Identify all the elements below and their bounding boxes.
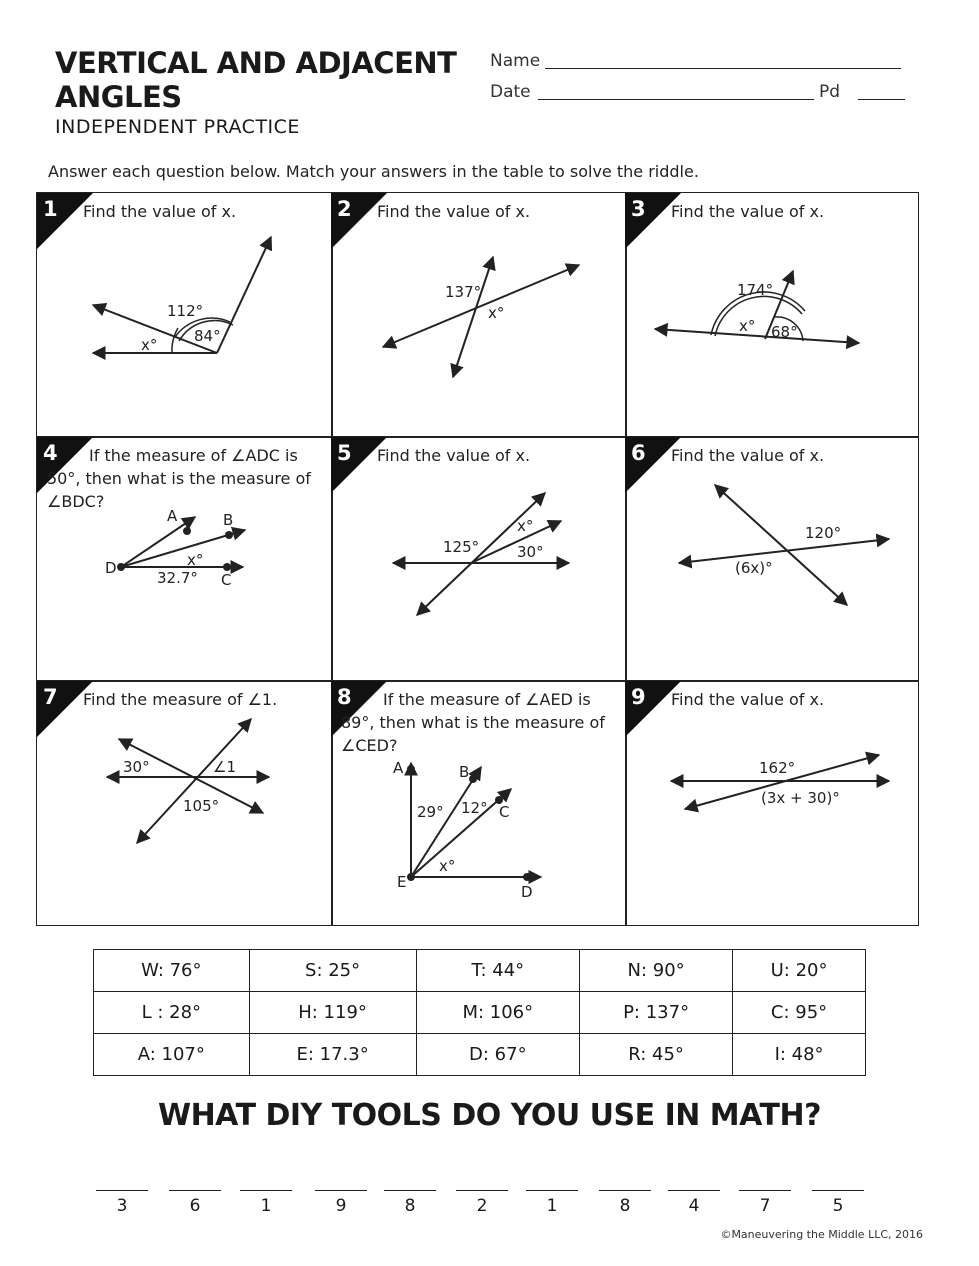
problem-prompt: If the measure of ∠AED is 89°, then what is the measure of ∠CED? (341, 690, 605, 755)
problem-prompt: Find the value of x. (671, 446, 825, 465)
table-cell: N: 90° (580, 950, 733, 992)
table-cell: L : 28° (94, 992, 250, 1034)
date-field[interactable] (538, 99, 814, 100)
angle-label: x° (739, 317, 756, 335)
table-cell: U: 20° (733, 950, 866, 992)
period-label: Pd (819, 82, 841, 102)
riddle-blank[interactable]: 1 (526, 1190, 578, 1216)
riddle-blank[interactable]: 6 (169, 1190, 221, 1216)
problem-number: 7 (43, 685, 58, 709)
angle-label: 174° (737, 281, 774, 299)
angle-label: 105° (183, 797, 220, 815)
title-line-1: VERTICAL AND ADJACENT (55, 46, 457, 80)
angle-diagram (625, 437, 919, 681)
problem-4 (37, 437, 331, 681)
point-label: B (459, 763, 470, 781)
problem-prompt: Find the value of x. (671, 202, 825, 221)
riddle-question: WHAT DIY TOOLS DO YOU USE IN MATH? (157, 1098, 821, 1133)
problem-3 (625, 193, 919, 437)
angle-label: x° (488, 304, 505, 322)
angle-label: 12° (461, 799, 488, 817)
riddle-blank[interactable]: 8 (384, 1190, 436, 1216)
riddle-blank[interactable]: 8 (599, 1190, 651, 1216)
angle-label: x° (187, 551, 204, 569)
table-cell: A: 107° (94, 1034, 250, 1076)
angle-label: 29° (417, 803, 444, 821)
problem-6 (625, 437, 919, 681)
problem-number: 3 (631, 197, 646, 221)
problem-prompt: Find the value of x. (377, 446, 531, 465)
table-cell: T: 44° (416, 950, 579, 992)
title-line-2: ANGLES (55, 80, 182, 114)
riddle-blank[interactable]: 4 (668, 1190, 720, 1216)
problem-number: 2 (337, 197, 352, 221)
period-field[interactable] (858, 99, 905, 100)
table-cell: S: 25° (249, 950, 416, 992)
problem-grid (36, 192, 919, 926)
angle-label: 84° (194, 327, 221, 345)
angle-label: 68° (771, 323, 798, 341)
name-field[interactable] (545, 68, 901, 69)
table-cell: H: 119° (249, 992, 416, 1034)
problem-5 (331, 437, 625, 681)
table-row (94, 992, 866, 1034)
angle-label: (6x)° (735, 559, 773, 577)
angle-diagram (37, 193, 331, 437)
angle-diagram (37, 437, 331, 681)
table-row (94, 950, 866, 992)
point-label: E (397, 873, 407, 891)
table-cell: D: 67° (416, 1034, 579, 1076)
problem-prompt: If the measure of ∠ADC is 50°, then what is the measure of ∠BDC? (47, 446, 311, 511)
table-cell: R: 45° (580, 1034, 733, 1076)
problem-8 (331, 681, 625, 925)
point-label: D (521, 883, 533, 901)
point-label: C (221, 571, 232, 589)
table-cell: W: 76° (94, 950, 250, 992)
angle-diagram (625, 193, 919, 437)
angle-label: 162° (759, 759, 796, 777)
riddle-blank[interactable]: 3 (96, 1190, 148, 1216)
point-label: B (223, 511, 234, 529)
problem-9 (625, 681, 919, 925)
problem-number: 9 (631, 685, 646, 709)
problem-number: 8 (337, 685, 352, 709)
angle-label: x° (439, 857, 456, 875)
riddle-blank[interactable]: 1 (240, 1190, 292, 1216)
table-cell: M: 106° (416, 992, 579, 1034)
angle-diagram (331, 437, 625, 681)
problem-prompt: Find the measure of ∠1. (83, 690, 278, 709)
angle-label: x° (141, 336, 158, 354)
problem-prompt: Find the value of x. (83, 202, 237, 221)
riddle-blank[interactable]: 2 (456, 1190, 508, 1216)
copyright: ©Maneuvering the Middle LLC, 2016 (720, 1228, 923, 1241)
worksheet-title (55, 46, 456, 114)
angle-diagram (37, 681, 331, 925)
angle-label: (3x + 30)° (761, 789, 840, 807)
riddle-blank[interactable]: 7 (739, 1190, 791, 1216)
table-cell: I: 48° (733, 1034, 866, 1076)
angle-label: ∠1 (213, 758, 236, 776)
problem-2 (331, 193, 625, 437)
angle-label: 120° (805, 524, 842, 542)
angle-label: 125° (443, 538, 480, 556)
point-label: D (105, 559, 117, 577)
angle-label: 137° (445, 283, 482, 301)
problem-prompt: Find the value of x. (377, 202, 531, 221)
worksheet-subtitle: INDEPENDENT PRACTICE (55, 116, 300, 138)
riddle-blank[interactable]: 9 (315, 1190, 367, 1216)
instructions: Answer each question below. Match your answers in the table to solve the riddle. (48, 162, 699, 181)
table-cell: E: 17.3° (249, 1034, 416, 1076)
angle-label: x° (517, 517, 534, 535)
problem-7 (37, 681, 331, 925)
problem-number: 5 (337, 441, 352, 465)
name-label: Name (490, 51, 541, 71)
table-cell: C: 95° (733, 992, 866, 1034)
problem-prompt: Find the value of x. (671, 690, 825, 709)
point-label: A (167, 507, 178, 525)
angle-diagram (625, 681, 919, 925)
angle-label: 32.7° (157, 569, 198, 587)
answer-key-table (93, 949, 866, 1076)
problem-number: 6 (631, 441, 646, 465)
table-cell: P: 137° (580, 992, 733, 1034)
problem-number: 1 (43, 197, 58, 221)
date-label: Date (490, 82, 531, 102)
angle-label: 30° (123, 758, 150, 776)
angle-diagram (331, 681, 625, 925)
angle-label: 30° (517, 543, 544, 561)
point-label: A (393, 759, 404, 777)
problem-1 (37, 193, 331, 437)
table-row (94, 1034, 866, 1076)
problem-number: 4 (43, 441, 58, 465)
riddle-blank[interactable]: 5 (812, 1190, 864, 1216)
point-label: C (499, 803, 510, 821)
angle-diagram (331, 193, 625, 437)
angle-label: 112° (167, 302, 204, 320)
